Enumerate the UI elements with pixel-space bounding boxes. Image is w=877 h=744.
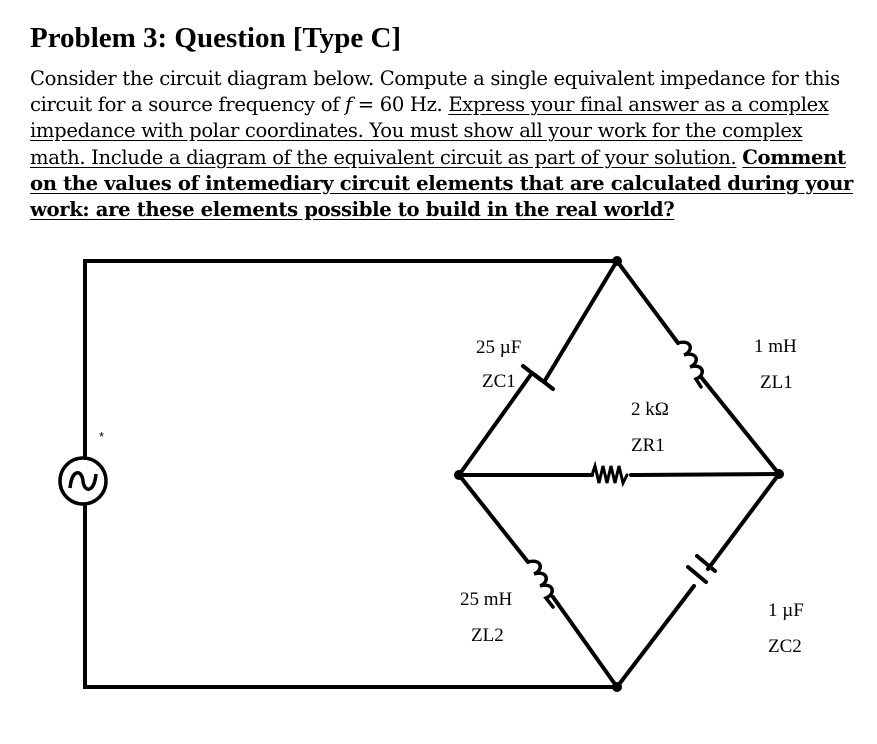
zc1-name-label: ZC1 [482,371,516,392]
wire-l2-lower [553,597,617,687]
wire-l1-upper [617,261,678,343]
statement-text: Consider the circuit diagram below. Compute a single equivalent impedance for this [30,67,840,90]
zr1-name-label: ZR1 [631,435,665,456]
wire-l2-upper [459,475,528,562]
zc2-name-label: ZC2 [768,636,802,657]
statement-underlined-text: math. Include a diagram of the equivalent circuit as part of your solution. [30,145,737,169]
statement-text: = 60 Hz. [351,93,449,117]
problem-title: Problem 3: Question [Type C] [30,22,402,54]
zl2-value-label: 25 mH [460,589,513,610]
inductor-zl1-icon [678,342,702,387]
node-right [774,469,784,479]
inductor-zl2-icon [528,561,553,607]
zr1-value-label: 2 kΩ [631,399,669,420]
node-top [612,256,622,266]
zl2-name-label: ZL2 [471,625,504,646]
node-left [454,470,464,480]
wire-c1-upper [544,261,617,382]
statement-bold-text: Comment [742,145,846,169]
wire-r1-right [631,474,779,475]
statement-underlined-text: Express your final answer as a complex [448,93,829,117]
statement-bold-text: on the values of intemediary circuit elements that are calculated during your [30,171,853,195]
node-bottom [612,682,622,692]
frequency-variable: f [345,93,352,117]
statement-underlined-text: impedance with polar coordinates. You must show all your work for the complex [30,119,803,143]
resistor-zr1-icon [592,466,627,483]
wire-c2-upper [708,474,779,569]
zl1-name-label: ZL1 [760,372,793,393]
zl1-value-label: 1 mH [754,336,797,357]
statement-bold-text: work: are these elements possible to build in the real world? [30,198,675,222]
zc1-value-label: 25 µF [476,337,522,358]
statement-text: circuit for a source frequency of [30,93,345,117]
source-polarity-mark: * [99,429,105,444]
ac-source-icon [60,458,106,504]
wire-c2-lower [617,586,694,687]
zc2-value-label: 1 µF [768,600,804,621]
capacitor-zc2-icon [688,556,715,582]
